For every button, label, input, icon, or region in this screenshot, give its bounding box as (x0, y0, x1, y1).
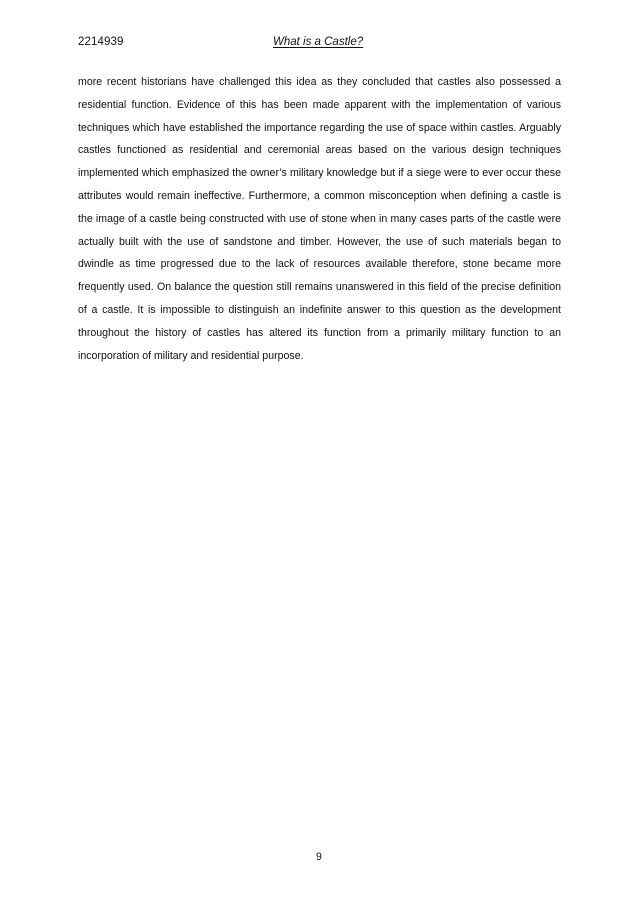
body-paragraph: more recent historians have challenged this idea as they concluded that castles also possessed a residential function. Evidence of this has been made apparent with the implementation of various techniques which have established the importance regarding the use of space within castles. Arguably castles functioned as residential and ceremonial areas based on the various design techniques implemented which emphasized the owner’s military knowledge but if a siege were to ever occur these attributes would remain ineffective. Furthermore, a common misconception when defining a castle is the image of a castle being constructed with use of stone when in many cases parts of the castle were actually built with the use of sandstone and timber. However, the use of such materials began to dwindle as time progressed due to the lack of resources available therefore, stone became more frequently used. On balance the question still remains unanswered in this field of the precise definition of a castle. It is impossible to distinguish an indefinite answer to this question as the development throughout the history of castles has altered its function from a primarily military function to an incorporation of military and residential purpose. (78, 76, 561, 362)
page-number: 9 (316, 851, 322, 863)
header-student-id: 2214939 (78, 36, 124, 48)
header-document-title: What is a Castle? (273, 36, 364, 48)
